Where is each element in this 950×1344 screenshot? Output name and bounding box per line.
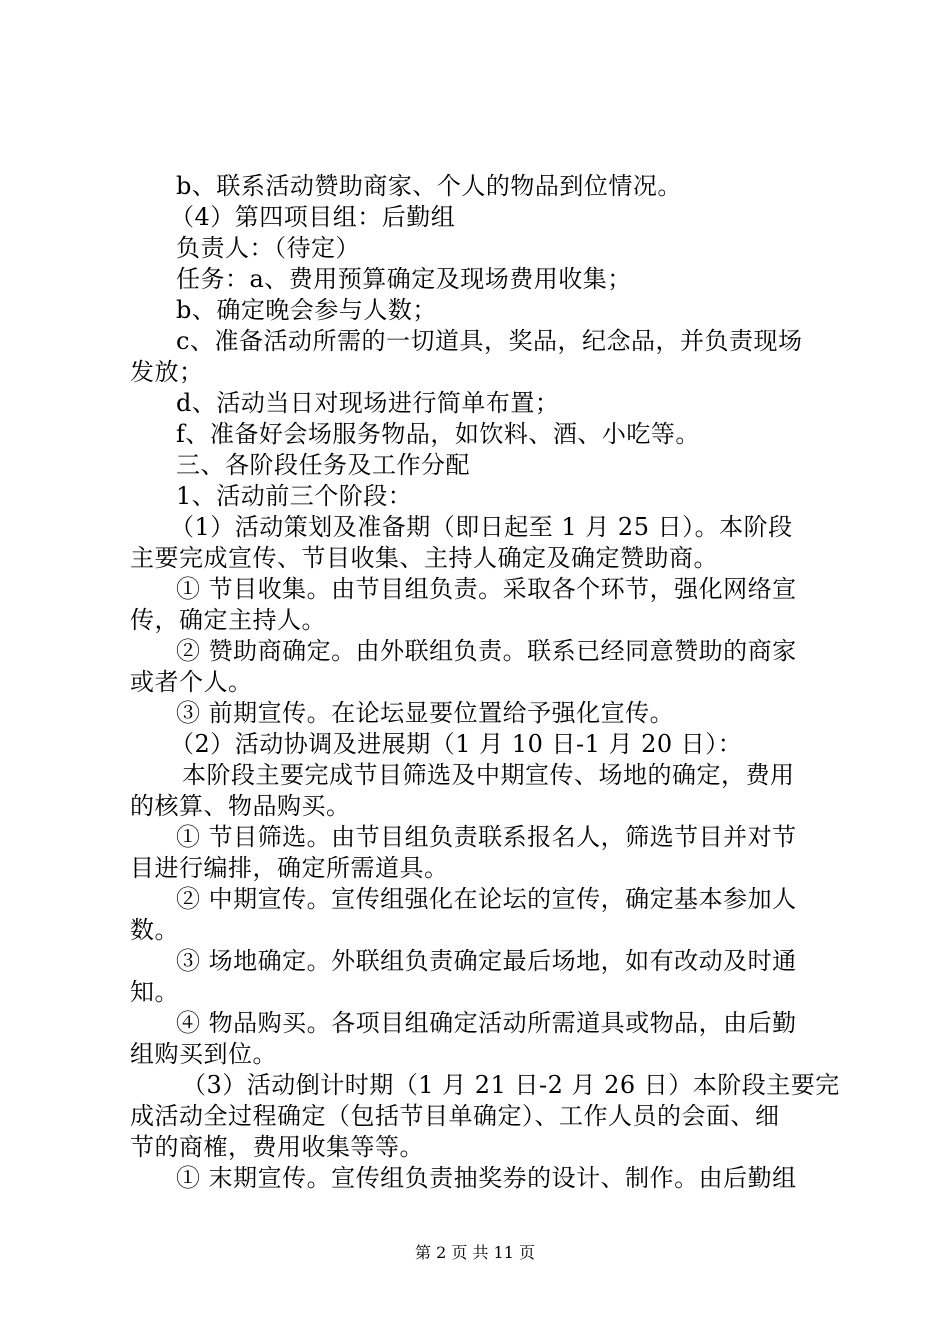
text-line-29: 组购买到位。 [130, 1040, 277, 1068]
page-number-footer: 第 2 页 共 11 页 [415, 1243, 535, 1262]
text-line-28: ④ 物品购买。各项目组确定活动所需道具或物品，由后勤 [176, 1009, 797, 1037]
text-line-22: ① 节目筛选。由节目组负责联系报名人，筛选节目并对节 [176, 823, 797, 851]
text-line-32: 节的商榷，费用收集等等。 [130, 1133, 424, 1161]
text-line-33: ① 末期宣传。宣传组负责抽奖券的设计、制作。由后勤组 [176, 1164, 797, 1192]
text-line-11: 1、活动前三个阶段： [176, 482, 413, 510]
text-line-23: 目进行编排，确定所需道具。 [130, 854, 449, 882]
text-line-19: （2）活动协调及进展期（1 月 10 日-1 月 20 日）： [170, 730, 743, 758]
text-line-27: 知。 [130, 978, 179, 1006]
text-line-24: ② 中期宣传。宣传组强化在论坛的宣传，确定基本参加人 [176, 885, 797, 913]
text-line-30: （3）活动倒计时期（1 月 21 日-2 月 26 日）本阶段主要完 [182, 1071, 840, 1099]
text-line-5: b、确定晚会参与人数； [176, 296, 437, 324]
text-line-18: ③ 前期宣传。在论坛显要位置给予强化宣传。 [176, 699, 675, 727]
text-line-6: c、准备活动所需的一切道具，奖品，纪念品，并负责现场 [176, 327, 803, 355]
text-line-14: ① 节目收集。由节目组负责。采取各个环节，强化网络宣 [176, 575, 797, 603]
text-line-1: b、联系活动赞助商家、个人的物品到位情况。 [176, 172, 682, 200]
text-line-15: 传，确定主持人。 [130, 606, 326, 634]
text-line-16: ② 赞助商确定。由外联组负责。联系已经同意赞助的商家 [176, 637, 797, 665]
text-line-12: （1）活动策划及准备期（即日起至 1 月 25 日）。本阶段 [170, 513, 793, 541]
text-line-8: d、活动当日对现场进行简单布置； [176, 389, 560, 417]
text-line-31: 成活动全过程确定（包括节目单确定）、工作人员的会面、细 [130, 1102, 780, 1130]
text-line-4: 任务：a、费用预算确定及现场费用收集； [176, 265, 632, 293]
text-line-21: 的核算、物品购买。 [130, 792, 351, 820]
text-line-17: 或者个人。 [130, 668, 253, 696]
text-line-3: 负责人：（待定） [176, 234, 360, 262]
text-line-7: 发放； [130, 358, 204, 386]
document-body [130, 171, 840, 1194]
text-line-26: ③ 场地确定。外联组负责确定最后场地，如有改动及时通 [176, 947, 797, 975]
section-heading-3: 三、各阶段任务及工作分配 [176, 451, 470, 479]
text-line-2: （4）第四项目组：后勤组 [170, 203, 456, 231]
text-line-25: 数。 [130, 916, 179, 944]
text-line-20: 本阶段主要完成节目筛选及中期宣传、场地的确定，费用 [182, 761, 795, 789]
text-line-9: f、准备好会场服务物品，如饮料、酒、小吃等。 [176, 420, 700, 448]
text-line-13: 主要完成宣传、节目收集、主持人确定及确定赞助商。 [130, 544, 718, 572]
